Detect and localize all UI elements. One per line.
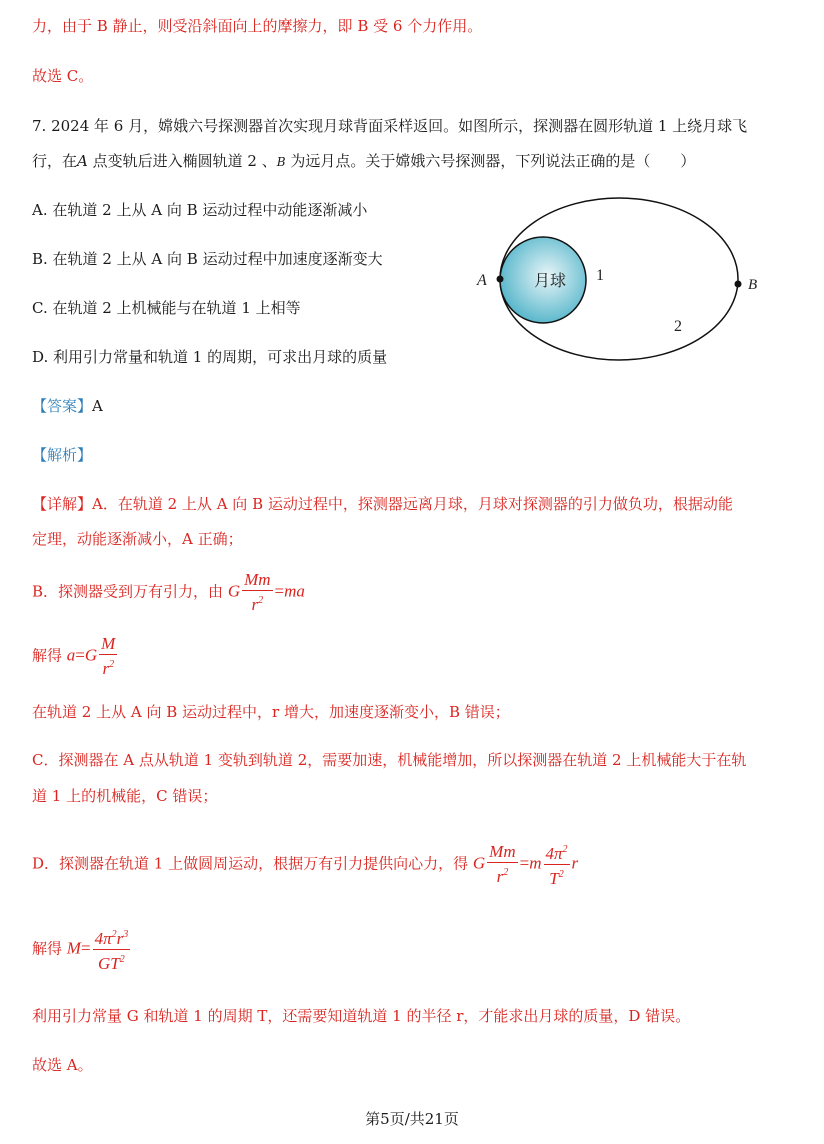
orbit-2-label: 2 bbox=[674, 318, 682, 335]
option-a: A. 在轨道 2 上从 A 向 B 运动过程中动能逐渐减小 bbox=[32, 201, 368, 219]
point-b-dot bbox=[735, 281, 742, 288]
detail-c-line1: C．探测器在 A 点从轨道 1 变轨到轨道 2，需要加速，机械能增加，所以探测器在轨道 2 上机械能大于在轨 bbox=[32, 751, 747, 769]
option-b: B. 在轨道 2 上从 A 向 B 运动过程中加速度逐渐变大 bbox=[32, 250, 383, 268]
detail-b-solve: 解得 a=G $\frac{M}{r^2}$ bbox=[32, 634, 116, 678]
analysis-tag: 【解析】 bbox=[32, 446, 93, 464]
fraction-mm-over-r2: $\frac{Mm}{r^2}$ bbox=[244, 570, 271, 614]
final-answer: 故选 A。 bbox=[32, 1056, 93, 1074]
point-b-label: B bbox=[748, 277, 758, 293]
continued-text: 力，由于 B 静止，则受沿斜面向上的摩擦力，即 B 受 6 个力作用。 bbox=[32, 17, 483, 35]
option-c: C. 在轨道 2 上机械能与在轨道 1 上相等 bbox=[32, 299, 301, 317]
orbit-1-label: 1 bbox=[596, 267, 604, 284]
page-footer: 第5页/共21页 bbox=[365, 1110, 459, 1128]
previous-answer: 故选 C。 bbox=[32, 67, 94, 85]
point-a-dot bbox=[497, 276, 504, 283]
question-stem-line1: 7. 2024 年 6 月，嫦娥六号探测器首次实现月球背面采样返回。如图所示，探测器在圆形轨道 1 上绕月球飞 bbox=[32, 117, 748, 135]
fraction-mm-over-r2-d: $\frac{Mm}{r^2}$ bbox=[489, 842, 516, 886]
answer-line: 【答案】A bbox=[32, 397, 103, 415]
detail-a-line2: 定理，动能逐渐减小，A 正确； bbox=[32, 530, 243, 548]
detail-d-solve: 解得 M= $\frac{4\pi^2r^3}{GT^2}$ bbox=[32, 925, 132, 974]
fraction-mass-result: $\frac{4\pi^2r^3}{GT^2}$ bbox=[93, 925, 131, 974]
detail-d-conclusion: 利用引力常量 G 和轨道 1 的周期 T，还需要知道轨道 1 的半径 r，才能求出月球的质量，D 错误。 bbox=[32, 1007, 691, 1025]
fraction-4pi2-over-t2: $\frac{4\pi^2}{T^2}$ bbox=[544, 840, 570, 889]
detail-d-line: D．探测器在轨道 1 上做圆周运动，根据万有引力提供向心力，得 G $\frac{Mm}{r^2}$ =m $\frac{4\pi^2}{T^2}$ r bbox=[32, 842, 579, 888]
option-d: D. 利用引力常量和轨道 1 的周期，可求出月球的质量 bbox=[32, 348, 388, 366]
detail-b-line: B．探测器受到万有引力，由 G $\frac{Mm}{r^2}$ =ma bbox=[32, 570, 305, 614]
detail-c-line2: 道 1 上的机械能，C 错误； bbox=[32, 787, 218, 805]
moon-label: 月球 bbox=[534, 271, 567, 290]
fraction-m-over-r2: $\frac{M}{r^2}$ bbox=[101, 634, 116, 678]
detail-b-conclusion: 在轨道 2 上从 A 向 B 运动过程中，r 增大，加速度逐渐变小，B 错误； bbox=[32, 703, 510, 721]
orbit-diagram bbox=[470, 196, 770, 366]
question-stem-line2: 行，在A 点变轨后进入椭圆轨道 2 、B 为远月点。关于嫦娥六号探测器，下列说法正确的是（ ） bbox=[32, 152, 696, 170]
detail-a-line1: 【详解】A．在轨道 2 上从 A 向 B 运动过程中，探测器远离月球，月球对探测器的引力做负功，根据动能 bbox=[32, 495, 733, 513]
point-a-label: A bbox=[477, 272, 487, 289]
